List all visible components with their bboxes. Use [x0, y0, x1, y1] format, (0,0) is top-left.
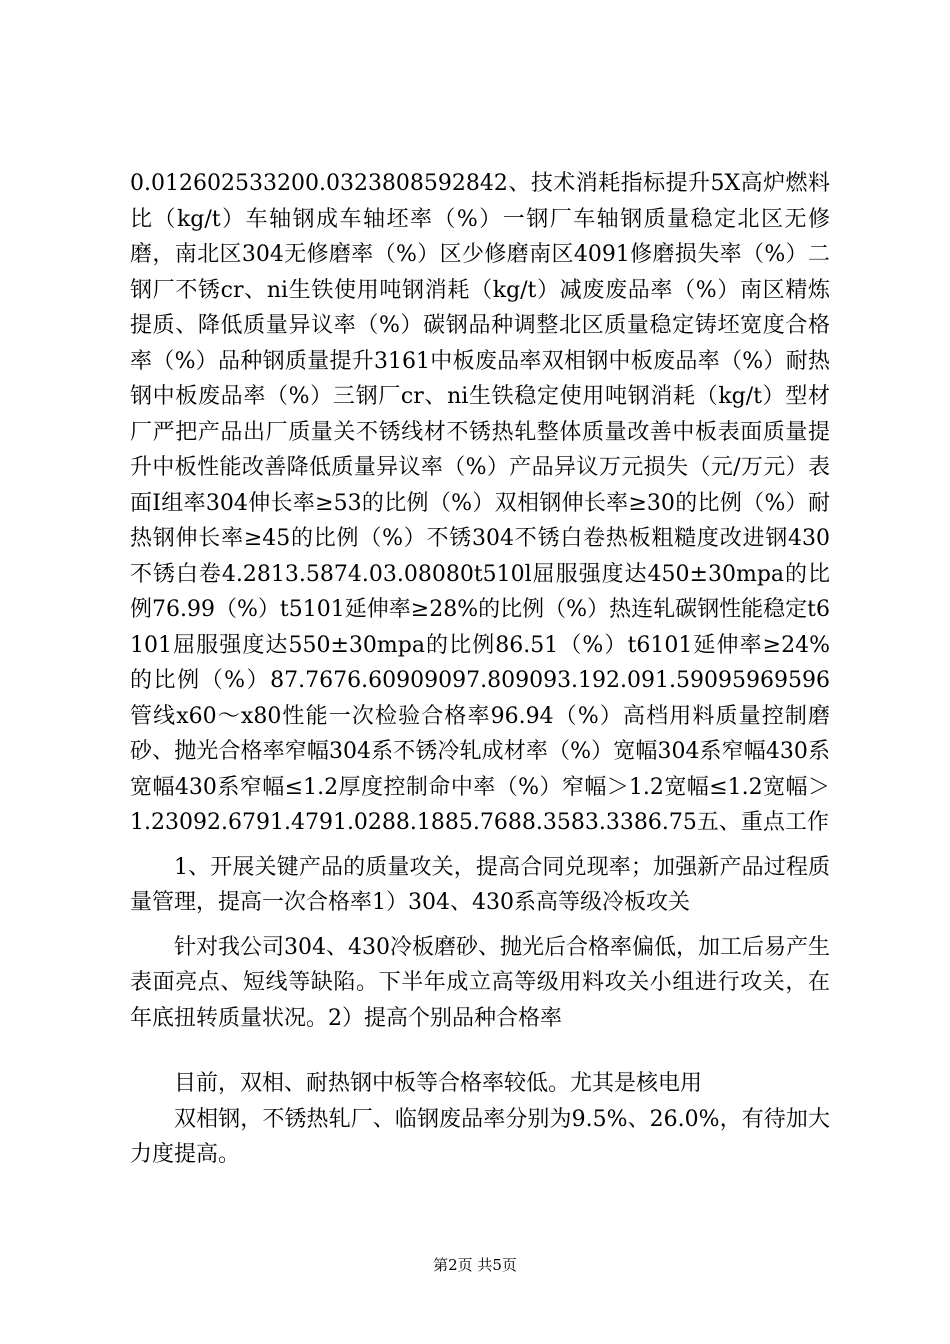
paragraph-key-product-quality: 1、开展关键产品的质量攻关，提高合同兑现率；加强新产品过程质量管理，提高一次合格率1）304、430系高等级冷板攻关 [130, 854, 830, 915]
paragraph-duplex-steel: 双相钢，不锈热轧厂、临钢废品率分别为9.5%、26.0%，有待加大力度提高。 [130, 1106, 830, 1167]
page-footer: 第2页 共5页 [433, 1256, 517, 1274]
paragraph-cold-plate-tackling: 针对我公司304、430冷板磨砂、抛光后合格率偏低，加工后易产生表面亮点、短线等缺陷。下半年成立高等级用料攻关小组进行攻关，在年底扭转质量状况。2）提高个别品种合格率 [130, 934, 830, 1031]
paragraph-technical-indicators: 0.012602533200.0323808592842、技术消耗指标提升5X高炉燃料比（kg/t）车轴钢成车轴坯率（%）一钢厂车轴钢质量稳定北区无修磨，南北区304无修磨率（%）区少修磨南区4091修磨损失率（%）二钢厂不锈cr、ni生铁使用吨钢消耗（kg/t）减废废品率（%）南区精炼提质、降低质量异议率（%）碳钢品种调整北区质量稳定铸坯宽度合格率（%）品种钢质量提升3161中板废品率双相钢中板废品率（%）耐热钢中板废品率（%）三钢厂cr、ni生铁稳定使用吨钢消耗（kg/t）型材厂严把产品出厂质量关不锈线材不锈热轧整体质量改善中板表面质量提升中板性能改善降低质量异议率（%）产品异议万元损失（元/万元）表面Ⅰ组率304伸长率≥53的比例（%）双相钢伸长率≥30的比例（%）耐热钢伸长率≥45的比例（%）不锈304不锈白卷热板粗糙度改进钢430不锈白卷4.2813.5874.03.08080t510l屈服强度达450±30mpa的比例76.99（%）t5101延伸率≥28%的比例（%）热连轧碳钢性能稳定t6101屈服强度达550±30mpa的比例86.51（%）t6101延伸率≥24%的比例（%）87.7676.60909097.809093.192.091.59095969596管线x60～x80性能一次检验合格率96.94（%）高档用料质量控制磨砂、抛光合格率窄幅304系不锈冷轧成材率（%）宽幅304系窄幅430系宽幅430系窄幅≤1.2厚度控制命中率（%）窄幅＞1.2宽幅≤1.2宽幅＞1.23092.6791.4791.0288.1885.7688.3583.3386.75五、重点工作 [130, 171, 830, 835]
document-body [130, 166, 830, 1173]
paragraph-current-status: 目前，双相、耐热钢中板等合格率较低。尤其是核电用 [174, 1071, 703, 1096]
